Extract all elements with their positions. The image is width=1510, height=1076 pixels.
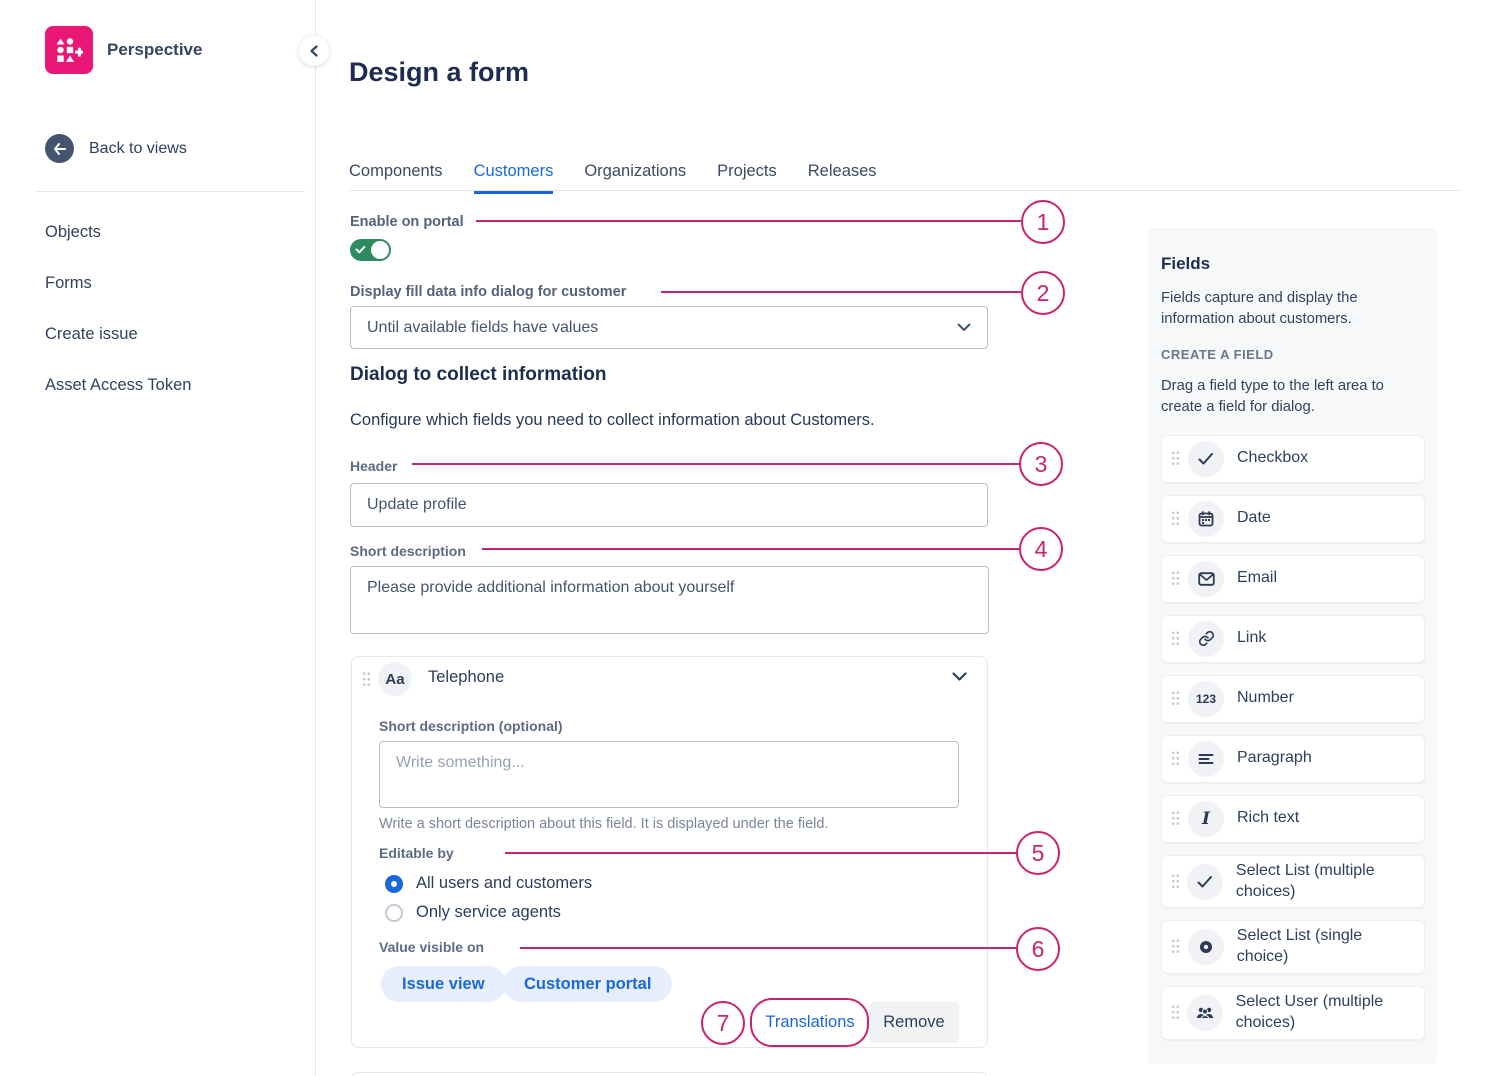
sidebar-nav [45, 212, 191, 416]
display-dialog-select[interactable] [350, 306, 988, 349]
create-a-field-hint: Drag a field type to the left area to create a field for dialog. [1161, 377, 1384, 416]
italic-icon: I [1188, 801, 1224, 837]
number-icon: 123 [1188, 681, 1224, 717]
sidebar-collapse-button[interactable] [299, 36, 329, 66]
annotation-circle-7: 7 [701, 1001, 745, 1045]
sidebar-divider [36, 191, 305, 192]
drag-handle-icon [1171, 810, 1180, 828]
toggle-knob [371, 241, 389, 259]
remove-button[interactable]: Remove [869, 1002, 959, 1043]
field-short-description-placeholder: Write something... [396, 754, 525, 771]
tab-projects[interactable]: Projects [717, 162, 777, 180]
dialog-section-title: Dialog to collect information [350, 364, 607, 385]
drag-handle-icon [1171, 873, 1179, 891]
header-field-input[interactable] [350, 483, 988, 527]
drag-handle-icon [1171, 690, 1180, 708]
field-type-link[interactable] [1161, 615, 1425, 663]
envelope-icon [1188, 561, 1224, 597]
app-name: Perspective [107, 40, 203, 59]
tab-customers[interactable]: Customers [474, 162, 554, 194]
dialog-section-description: Configure which fields you need to collect information about Customers. [350, 411, 875, 429]
drag-handle-icon [1171, 938, 1180, 956]
annotation-circle-4: 4 [1019, 527, 1063, 571]
tabs-divider [349, 190, 1462, 191]
radio-icon [1188, 929, 1224, 965]
drag-handle-icon[interactable] [362, 671, 371, 689]
field-type-label: Select List (multiple choices) [1235, 861, 1375, 900]
field-type-label: Date [1237, 509, 1271, 527]
display-dialog-selected-value: Until available fields have values [367, 318, 599, 336]
field-card-title: Telephone [428, 668, 505, 686]
page-title: Design a form [349, 57, 530, 87]
editable-by-label: Editable by [379, 845, 454, 861]
chevron-down-icon [957, 323, 971, 332]
radio-unselected-icon [385, 904, 403, 922]
annotation-line-2 [661, 291, 1021, 293]
tab-organizations[interactable]: Organizations [584, 162, 687, 180]
back-to-views-button[interactable] [45, 134, 187, 163]
field-type-checkbox[interactable] [1161, 435, 1425, 483]
fields-panel-title: Fields [1161, 254, 1211, 273]
value-visible-on-label: Value visible on [379, 939, 485, 955]
annotation-line-3 [412, 463, 1019, 465]
field-type-select-list-single[interactable] [1161, 920, 1425, 974]
field-type-rich-text[interactable] [1161, 795, 1425, 843]
issue-view-chip[interactable]: Issue view [381, 966, 506, 1002]
field-helper-text: Write a short description about this field. It is displayed under the field. [379, 816, 829, 832]
translations-button[interactable]: Translations [765, 1013, 855, 1031]
annotation-circle-6: 6 [1016, 927, 1060, 971]
header-field-label: Header [350, 458, 398, 474]
fields-panel [1148, 228, 1437, 1064]
field-type-label: Checkbox [1237, 449, 1309, 467]
annotation-line-5 [505, 852, 1016, 854]
field-type-select-list-multiple[interactable] [1161, 855, 1425, 909]
perspective-logo-icon [45, 26, 93, 74]
annotation-circle-3: 3 [1019, 442, 1063, 486]
users-icon [1187, 995, 1223, 1031]
annotation-circle-1: 1 [1021, 200, 1065, 244]
field-short-description-label: Short description (optional) [379, 718, 563, 734]
create-a-field-label: CREATE A FIELD [1161, 346, 1274, 362]
radio-selected-icon [385, 875, 403, 893]
fields-panel-description: Fields capture and display the information about customers. [1161, 290, 1358, 328]
tab-releases[interactable]: Releases [807, 162, 877, 180]
annotation-line-4 [482, 548, 1019, 550]
field-type-label: Number [1237, 689, 1294, 707]
paragraph-icon [1188, 741, 1224, 777]
field-type-label: Link [1237, 629, 1267, 647]
radio-all-users-and-customers[interactable] [385, 874, 592, 893]
drag-handle-icon [1171, 1004, 1179, 1022]
short-description-value: Please provide additional information about yourself [367, 579, 735, 596]
field-short-description-textarea[interactable] [379, 741, 959, 808]
field-type-paragraph[interactable] [1161, 735, 1425, 783]
annotation-circle-2: 2 [1021, 271, 1065, 315]
short-description-label: Short description [350, 543, 466, 559]
next-field-card-partial [351, 1072, 988, 1076]
sidebar-item-create-issue[interactable]: Create issue [45, 325, 138, 343]
enable-on-portal-toggle[interactable] [350, 239, 391, 261]
back-to-views-label: Back to views [89, 139, 187, 157]
field-type-label: Select User (multiple choices) [1235, 993, 1384, 1031]
header-field-value: Update profile [367, 496, 467, 513]
display-dialog-label: Display fill data info dialog for customer [350, 284, 627, 300]
drag-handle-icon [1171, 630, 1180, 648]
sidebar [0, 0, 316, 1076]
sidebar-item-objects[interactable]: Objects [45, 223, 101, 241]
customer-portal-chip[interactable]: Customer portal [503, 966, 672, 1002]
annotation-line-6 [520, 947, 1016, 949]
sidebar-item-asset-access-token[interactable]: Asset Access Token [45, 376, 192, 394]
annotation-line-1 [476, 220, 1021, 222]
field-type-number[interactable] [1161, 675, 1425, 723]
field-type-date[interactable] [1161, 495, 1425, 543]
radio-service-agents-label: Only service agents [416, 903, 561, 921]
check-icon [1187, 864, 1223, 900]
tab-components[interactable]: Components [349, 162, 443, 180]
check-icon [1188, 441, 1224, 477]
drag-handle-icon [1171, 450, 1180, 468]
sidebar-item-forms[interactable]: Forms [45, 274, 92, 292]
collapse-field-chevron-icon[interactable] [952, 672, 967, 682]
app-logo-row [45, 26, 202, 74]
field-type-label: Select List (single choice) [1236, 927, 1363, 966]
drag-handle-icon [1171, 510, 1180, 528]
field-type-label: Rich text [1237, 809, 1300, 827]
field-type-label: Paragraph [1237, 749, 1312, 767]
calendar-icon [1188, 501, 1224, 537]
link-icon [1188, 621, 1224, 657]
field-type-select-user-multiple[interactable] [1161, 986, 1425, 1040]
enable-on-portal-label: Enable on portal [350, 214, 464, 230]
short-description-textarea[interactable] [350, 566, 989, 634]
back-arrow-icon [45, 134, 74, 163]
radio-only-service-agents[interactable] [385, 903, 561, 922]
field-type-label: Email [1237, 569, 1278, 587]
radio-all-users-label: All users and customers [416, 874, 593, 892]
field-type-list [1161, 435, 1425, 1040]
drag-handle-icon [1171, 750, 1180, 768]
toggle-check-icon [354, 243, 367, 256]
annotation-circle-5: 5 [1016, 831, 1060, 875]
drag-handle-icon [1171, 570, 1180, 588]
field-type-email[interactable] [1161, 555, 1425, 603]
text-field-type-icon: Aa [378, 662, 412, 696]
